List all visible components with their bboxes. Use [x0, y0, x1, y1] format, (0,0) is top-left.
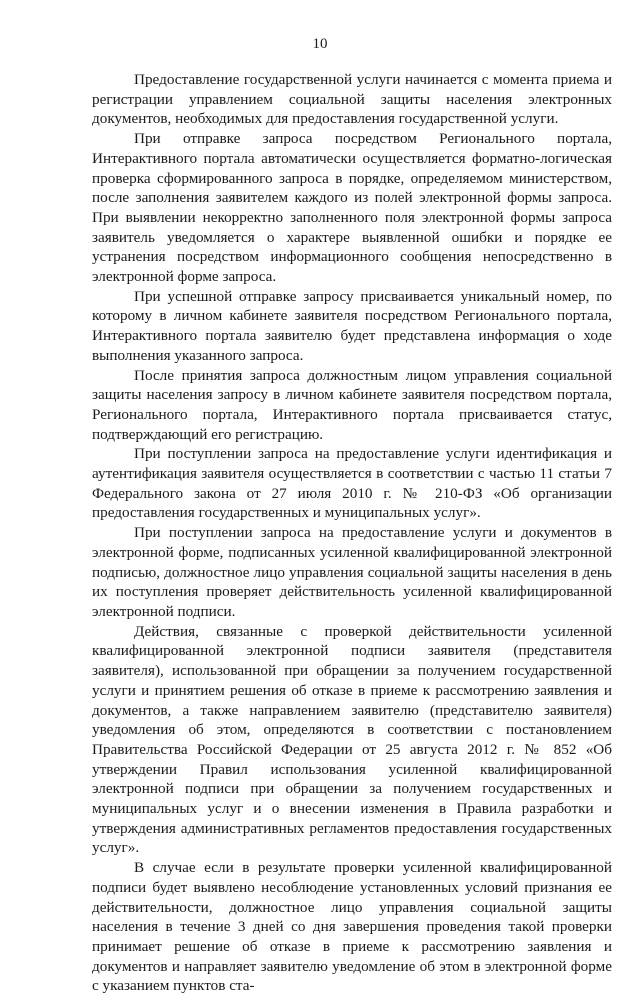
paragraph-2: При отправке запроса посредством Регионального портала, Интерактивного портала автоматически осуществляется форматно-логическая проверка сформированного запроса в порядке, определяемом министерством, после заполнения заявителем каждого из полей электронной формы запроса. При выявлении некорректно заполненного поля электронной формы запроса заявитель уведомляется о характере выявленной ошибки и порядке ее устранения посредством информационного сообщения непосредственно в электронной форме запроса. — [92, 130, 612, 286]
paragraph-8: В случае если в результате проверки усиленной квалифицированной подписи будет выявлено несоблюдение установленных условий признания ее действительности, должностное лицо управления социальной защиты населения в течение 3 дней со дня завершения проведения такой проверки принимает решение об отказе в приеме к рассмотрению заявления и документов и направляет заявителю уведомление об этом в электронной форме с указанием пунктов ста- — [92, 859, 612, 995]
paragraph-4: После принятия запроса должностным лицом управления социальной защиты населения запросу в личном кабинете заявителя посредством портала, Регионального портала, Интерактивного портала присваивается статус, подтверждающий его регистрацию. — [92, 366, 612, 443]
body-text — [92, 70, 612, 996]
paragraph-1: Предоставление государственной услуги начинается с момента приема и регистрации управлением социальной защиты населения электронных документов, необходимых для предоставления государственной услуги. — [92, 71, 612, 128]
paragraph-7: Действия, связанные с проверкой действительности усиленной квалифицированной электронной подписи заявителя (представителя заявителя), использованной при обращении за получением государственной услуги и принятием решения об отказе в приеме к рассмотрению заявления и документов, а также направлением заявителю (представителю заявителя) уведомления об этом, определяются в соответствии с постановлением Правительства Российской Федерации от 25 августа 2012 г. № 852 «Об утверждении Правил использования усиленной квалифицированной электронной подписи при обращении за получением государственных и муниципальных услуг и о внесении изменения в Правила разработки и утверждения административных регламентов предоставления государственных услуг». — [92, 622, 612, 857]
paragraph-5: При поступлении запроса на предоставление услуги идентификация и аутентификация заявителя осуществляется в соответствии с частью 11 статьи 7 Федерального закона от 27 июля 2010 г. № 210-ФЗ «Об организации предоставления государственных и муниципальных услуг». — [92, 445, 612, 522]
page-number: 10 — [312, 36, 328, 52]
paragraph-6: При поступлении запроса на предоставление услуги и документов в электронной форме, подписанных усиленной квалифицированной электронной подписью, должностное лицо управления социальной защиты населения в день их поступления проверяет действительность усиленной квалифицированной электронной подписи. — [92, 524, 612, 620]
paragraph-3: При успешной отправке запросу присваивается уникальный номер, по которому в личном кабинете заявителя посредством Регионального портала, Интерактивного портала заявителю будет представлена информация о ходе выполнения указанного запроса. — [92, 287, 612, 364]
